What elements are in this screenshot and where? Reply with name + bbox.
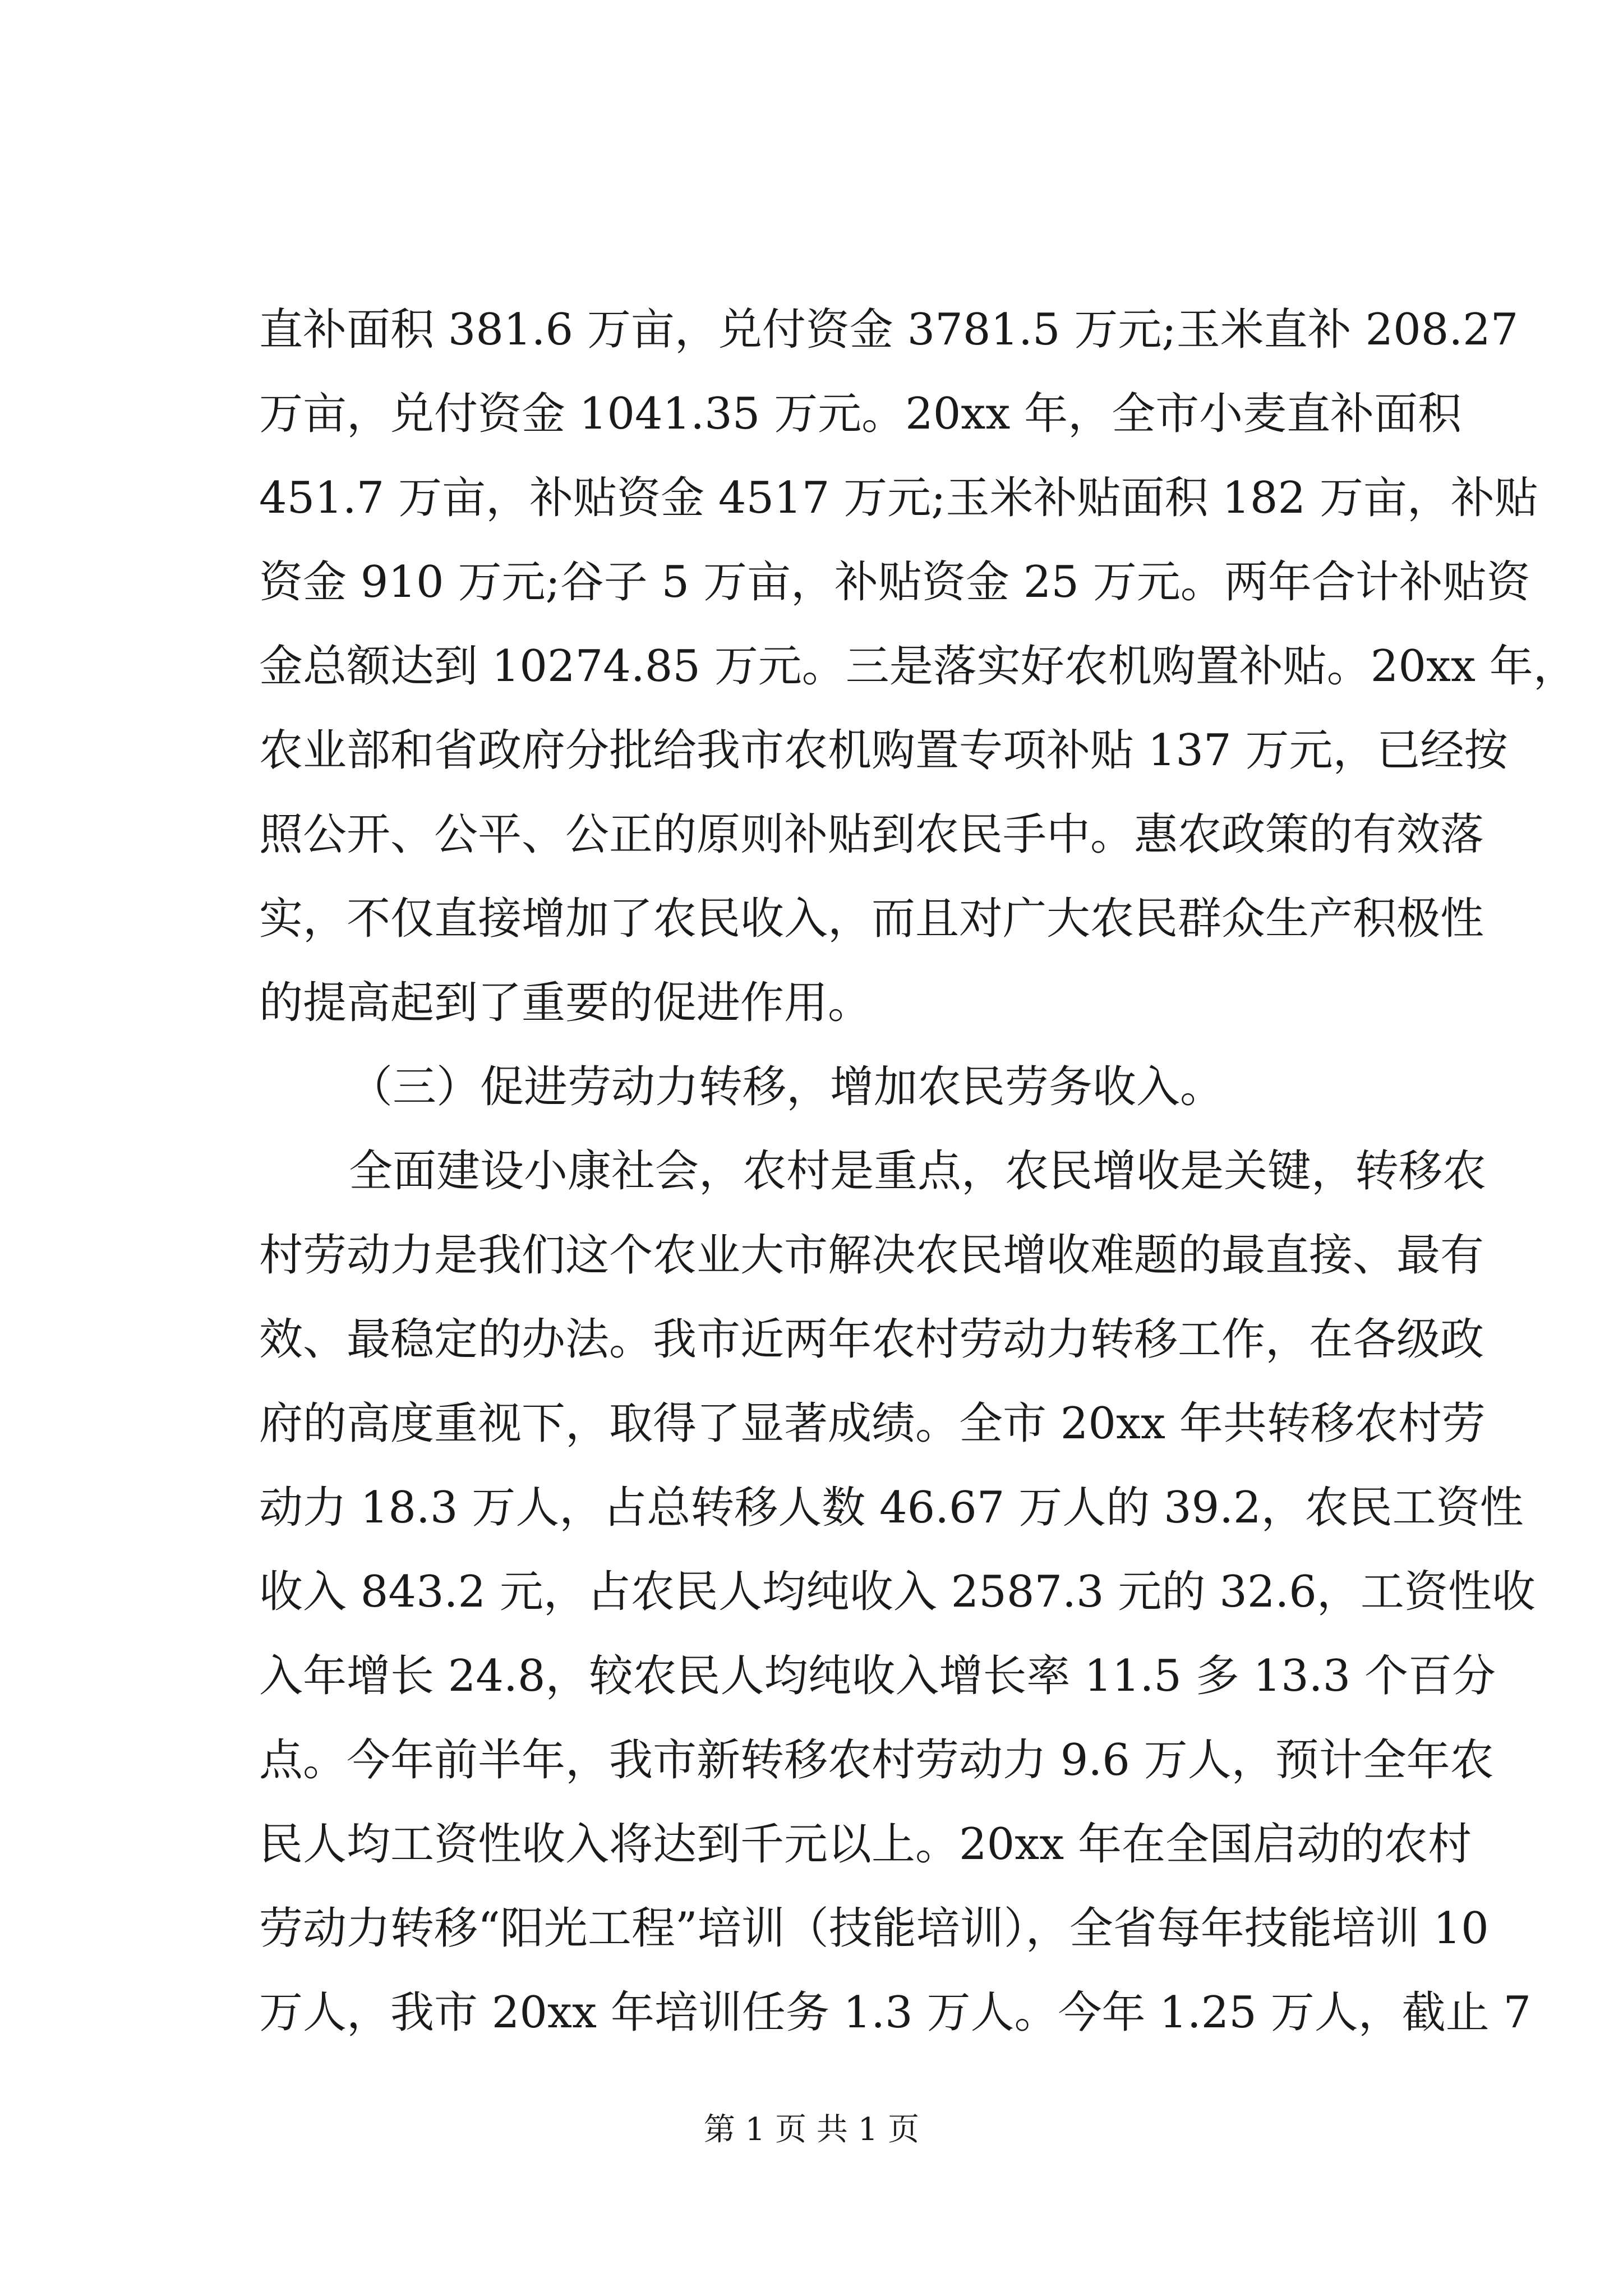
body-text-line: 劳动力转移“阳光工程”培训（技能培训），全省每年技能培训 10 [259,1903,1489,1954]
body-text-line: 照公开、公平、公正的原则补贴到农民手中。惠农政策的有效落 [259,809,1484,860]
section-heading: （三）促进劳动力转移，增加农民劳务收入。 [349,1062,1224,1112]
page-number-footer: 第 1 页 共 1 页 [703,2111,920,2148]
body-text-line: 点。今年前半年，我市新转移农村劳动力 9.6 万人，预计全年农 [259,1735,1494,1786]
body-text-line: 全面建设小康社会，农村是重点，农民增收是关键，转移农 [349,1146,1487,1197]
body-text-line: 村劳动力是我们这个农业大市解决农民增收难题的最直接、最有 [259,1230,1484,1281]
body-text-line: 的提高起到了重要的促进作用。 [259,978,872,1028]
body-text-line: 效、最稳定的办法。我市近两年农村劳动力转移工作，在各级政 [259,1314,1484,1365]
body-text-line: 资金 910 万元;谷子 5 万亩，补贴资金 25 万元。两年合计补贴资 [259,557,1530,608]
body-text-line: 动力 18.3 万人，占总转移人数 46.67 万人的 39.2，农民工资性 [259,1483,1524,1533]
body-text-line: 收入 843.2 元，占农民人均纯收入 2587.3 元的 32.6，工资性收 [259,1567,1536,1617]
body-text-line: 直补面积 381.6 万亩，兑付资金 3781.5 万元;玉米直补 208.27 [259,305,1519,355]
body-text-line: 实，不仅直接增加了农民收入，而且对广大农民群众生产积极性 [259,894,1484,944]
body-text-line: 金总额达到 10274.85 万元。三是落实好农机购置补贴。20xx 年， [259,641,1577,692]
body-text-line: 入年增长 24.8，较农民人均纯收入增长率 11.5 多 13.3 个百分 [259,1651,1496,1701]
body-text-line: 451.7 万亩，补贴资金 4517 万元;玉米补贴面积 182 万亩，补贴 [259,473,1538,523]
body-text-line: 府的高度重视下，取得了显著成绩。全市 20xx 年共转移农村劳 [259,1398,1486,1449]
body-text-line: 万亩，兑付资金 1041.35 万元。20xx 年，全市小麦直补面积 [259,389,1462,439]
body-text-line: 农业部和省政府分批给我市农机购置专项补贴 137 万元，已经按 [259,725,1508,776]
body-text-line: 万人，我市 20xx 年培训任务 1.3 万人。今年 1.25 万人，截止 7 [259,1987,1532,2038]
body-text-line: 民人均工资性收入将达到千元以上。20xx 年在全国启动的农村 [259,1819,1472,1870]
